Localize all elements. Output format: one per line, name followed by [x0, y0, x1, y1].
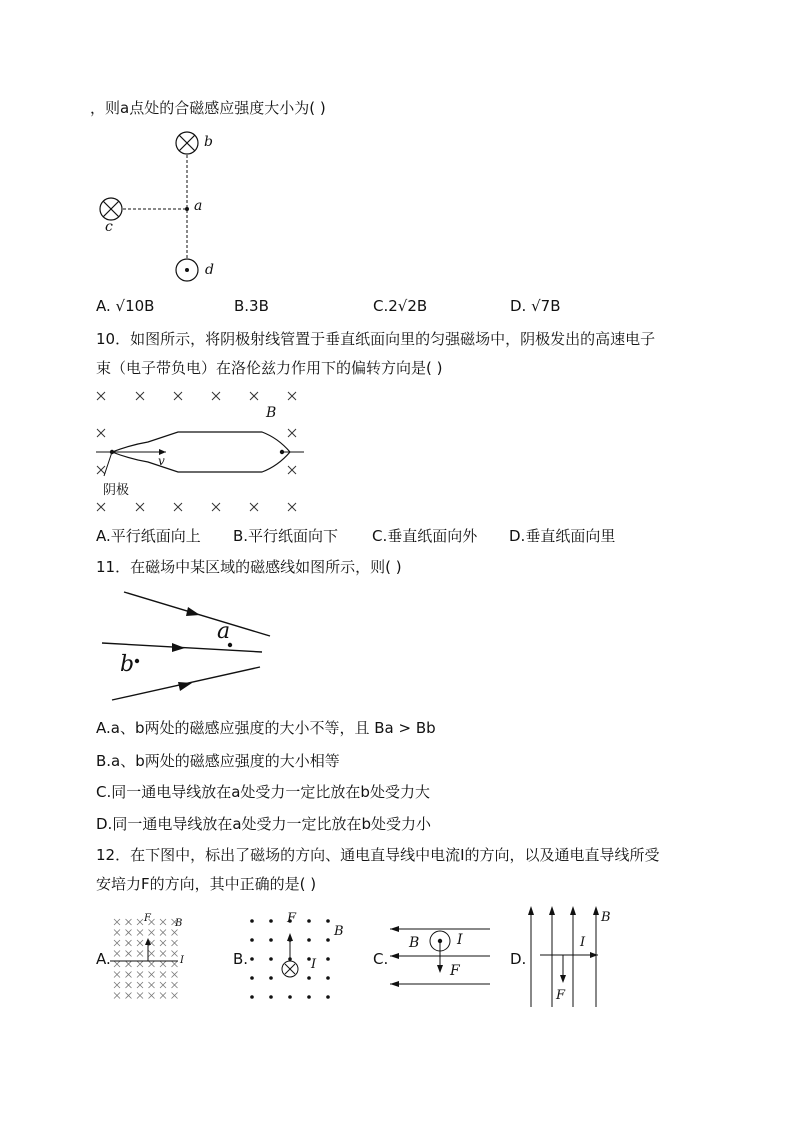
q12b-label-I: I [311, 957, 317, 972]
q12-option-d-letter: D. [510, 950, 527, 968]
q11-option-b: B.a、b两处的磁感应强度的大小相等 [96, 752, 340, 770]
q9-label-d: d [205, 262, 214, 278]
q12c-label-B: B [409, 935, 420, 951]
q12b-label-B: B [334, 924, 344, 939]
q11-option-a: A.a、b两处的磁感应强度的大小不等，且 Ba > Bb [96, 719, 436, 737]
q12-stem-line1: 12．在下图中，标出了磁场的方向、通电直导线中电流I的方向，以及通电直导线所受 [96, 846, 660, 864]
q12a-label-B: B [175, 918, 183, 929]
q12a-label-F: F [144, 913, 151, 924]
q12d-label-F: F [556, 988, 566, 1003]
q10-label-B: B [266, 405, 277, 421]
q11-stem: 11．在磁场中某区域的磁感线如图所示，则( ) [96, 558, 402, 576]
q12c-label-I: I [457, 932, 463, 948]
q12-option-b-letter: B. [233, 950, 249, 968]
q12-option-c-letter: C. [373, 950, 389, 968]
q10-option-d: D.垂直纸面向里 [509, 527, 616, 545]
q10-label-cathode: 阴极 [103, 483, 130, 498]
q12b-label-F: F [287, 911, 297, 926]
q10-label-v: v [158, 454, 165, 468]
q10-stem-line2: 束（电子带负电）在洛伦兹力作用下的偏转方向是( ) [96, 359, 443, 377]
q12d-label-I: I [580, 935, 586, 950]
q12d-label-B: B [601, 910, 611, 925]
q10-option-a: A.平行纸面向上 [96, 527, 201, 545]
q9-option-b: B.3B [234, 297, 269, 315]
q9-option-c: C.2√2B [373, 297, 428, 315]
q10-option-b: B.平行纸面向下 [233, 527, 339, 545]
q12a-label-I: I [180, 955, 184, 966]
q10-option-c: C.垂直纸面向外 [372, 527, 478, 545]
q12c-label-F: F [450, 963, 460, 979]
q9-label-c: c [105, 219, 113, 235]
q9-stem-tail: ，则a点处的合磁感应强度大小为( ) [90, 99, 326, 117]
q11-label-b: b [120, 652, 135, 677]
q12-stem-line2: 安培力F的方向，其中正确的是( ) [96, 875, 317, 893]
q12-option-a-letter: A. [96, 950, 111, 968]
q11-label-a: a [217, 619, 231, 644]
q9-label-b: b [204, 134, 213, 150]
q9-option-d: D. √7B [510, 297, 561, 315]
q9-option-a: A. √10B [96, 297, 155, 315]
q11-option-c: C.同一通电导线放在a处受力一定比放在b处受力大 [96, 783, 430, 801]
q11-option-d: D.同一通电导线放在a处受力一定比放在b处受力小 [96, 815, 432, 833]
q10-stem-line1: 10．如图所示，将阴极射线管置于垂直纸面向里的匀强磁场中，阴极发出的高速电子 [96, 330, 656, 348]
q9-label-a: a [194, 198, 203, 214]
